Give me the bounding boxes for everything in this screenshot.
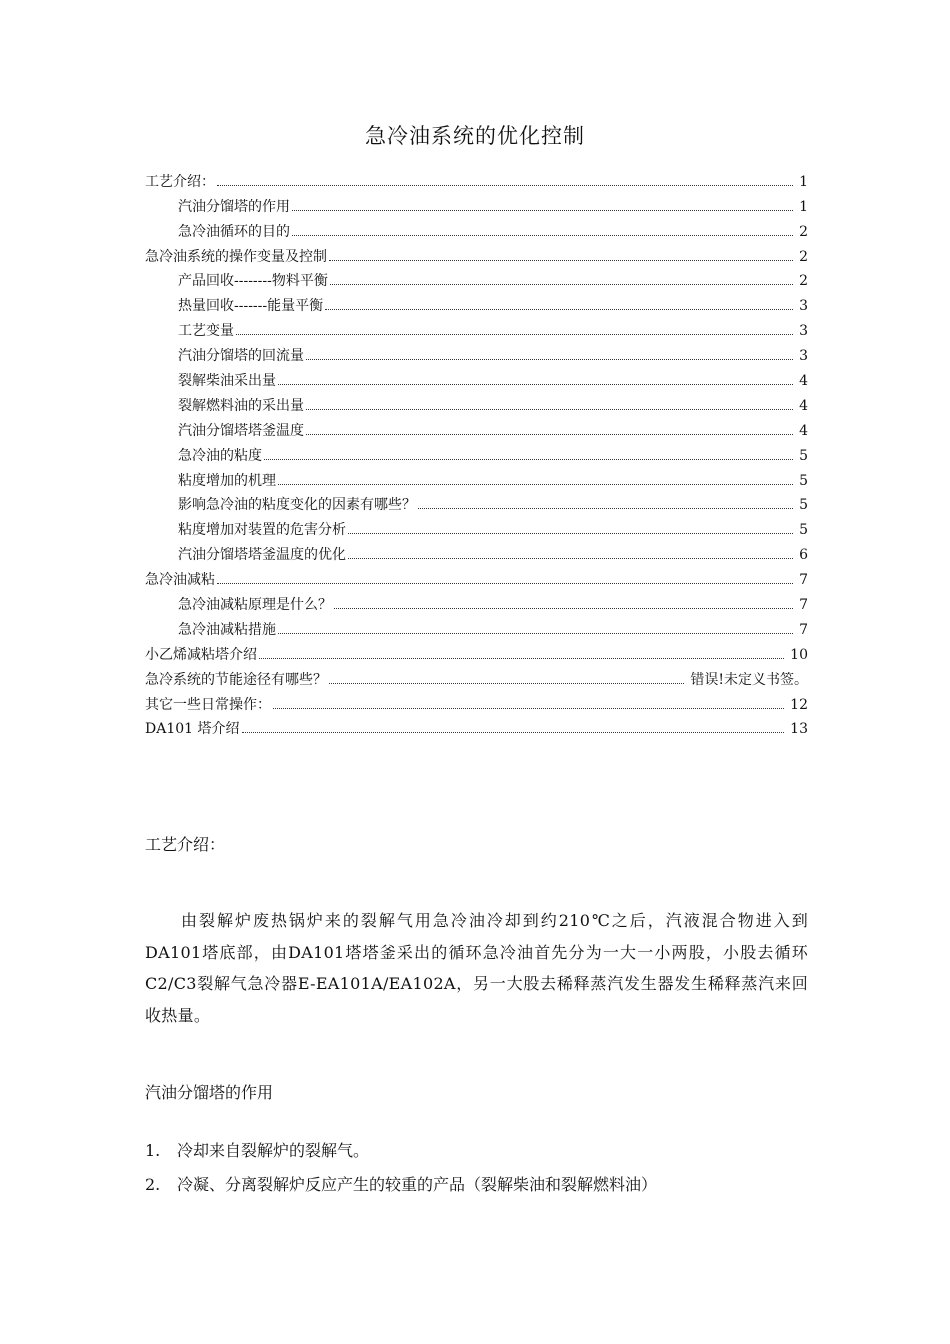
toc-entry-label: 裂解燃料油的采出量 bbox=[178, 397, 304, 414]
toc-leader-dots bbox=[236, 334, 793, 335]
toc-entry-page: 5 bbox=[799, 472, 808, 489]
table-of-contents bbox=[145, 166, 808, 738]
toc-leader-dots bbox=[217, 185, 793, 186]
list-item-number: 2. bbox=[145, 1175, 161, 1194]
toc-entry[interactable] bbox=[145, 614, 808, 639]
toc-entry-label: 汽油分馏塔的回流量 bbox=[178, 348, 304, 365]
toc-entry[interactable] bbox=[145, 564, 808, 589]
toc-leader-dots bbox=[292, 235, 793, 236]
section-heading-process-intro: 工艺介绍： bbox=[145, 835, 226, 854]
toc-leader-dots bbox=[242, 732, 785, 733]
toc-entry-page: 3 bbox=[799, 348, 808, 365]
toc-entry[interactable] bbox=[145, 290, 808, 315]
process-intro-paragraph: 由裂解炉废热锅炉来的裂解气用急冷油冷却到约210℃之后，汽液混合物进入到DA101塔底部，由DA101塔塔釜采出的循环急冷油首先分为一大一小两股，小股去循环C2/C3裂解气急冷器E-EA101A/EA102A，另一大股去稀释蒸汽发生器发生稀释蒸汽来回收热量。 bbox=[145, 911, 808, 1025]
toc-leader-dots bbox=[329, 683, 684, 684]
toc-entry-label: 急冷油减粘原理是什么？ bbox=[178, 597, 332, 614]
toc-entry-page: 7 bbox=[799, 621, 808, 638]
toc-entry-page: 7 bbox=[799, 597, 808, 614]
toc-entry[interactable] bbox=[145, 216, 808, 241]
toc-entry-label: 汽油分馏塔的作用 bbox=[178, 198, 290, 215]
toc-entry[interactable] bbox=[145, 340, 808, 365]
list-item bbox=[145, 1174, 808, 1208]
toc-leader-dots bbox=[217, 583, 793, 584]
toc-entry-label: 急冷系统的节能途径有哪些？ bbox=[145, 671, 327, 688]
toc-entry-label: 急冷油系统的操作变量及控制 bbox=[145, 248, 327, 265]
toc-entry[interactable] bbox=[145, 514, 808, 539]
toc-entry-page: 3 bbox=[799, 298, 808, 315]
toc-entry-page: 5 bbox=[799, 522, 808, 539]
toc-leader-dots bbox=[278, 484, 793, 485]
toc-entry-label: 粘度增加的机理 bbox=[178, 472, 276, 489]
toc-leader-dots bbox=[330, 284, 793, 285]
toc-entry-page: 4 bbox=[799, 373, 808, 390]
list-item-number: 1. bbox=[145, 1141, 161, 1160]
toc-entry[interactable] bbox=[145, 390, 808, 415]
toc-entry-label: 其它一些日常操作： bbox=[145, 696, 271, 713]
toc-leader-dots bbox=[273, 708, 784, 709]
toc-entry-page: 2 bbox=[799, 223, 808, 240]
toc-entry-page: 12 bbox=[790, 696, 808, 713]
toc-entry-label: 小乙烯减粘塔介绍 bbox=[145, 646, 257, 663]
toc-entry-page: 5 bbox=[799, 497, 808, 514]
toc-entry[interactable] bbox=[145, 490, 808, 515]
toc-entry-label: 急冷油减粘 bbox=[145, 572, 215, 589]
toc-leader-dots bbox=[306, 434, 793, 435]
toc-entry[interactable] bbox=[145, 415, 808, 440]
fractionator-role-list bbox=[145, 1140, 808, 1208]
toc-entry[interactable] bbox=[145, 589, 808, 614]
toc-entry-label: 工艺介绍： bbox=[145, 173, 215, 190]
toc-entry-label: 急冷油循环的目的 bbox=[178, 223, 290, 240]
toc-entry[interactable] bbox=[145, 315, 808, 340]
toc-entry-page: 1 bbox=[799, 173, 808, 190]
toc-entry-page: 2 bbox=[799, 273, 808, 290]
toc-leader-dots bbox=[334, 608, 793, 609]
toc-entry[interactable] bbox=[145, 639, 808, 664]
toc-entry[interactable] bbox=[145, 365, 808, 390]
toc-entry[interactable] bbox=[145, 191, 808, 216]
toc-entry-page: 错误!未定义书签。 bbox=[690, 671, 808, 688]
toc-entry-label: 裂解柴油采出量 bbox=[178, 373, 276, 390]
toc-entry[interactable] bbox=[145, 465, 808, 490]
toc-entry-page: 10 bbox=[790, 646, 808, 663]
toc-leader-dots bbox=[292, 210, 793, 211]
list-item bbox=[145, 1140, 808, 1174]
toc-entry-label: 热量回收-------能量平衡 bbox=[178, 298, 324, 315]
toc-entry[interactable] bbox=[145, 440, 808, 465]
toc-leader-dots bbox=[329, 260, 793, 261]
toc-entry-page: 3 bbox=[799, 323, 808, 340]
toc-entry-label: 急冷油减粘措施 bbox=[178, 621, 276, 638]
toc-entry-label: 影响急冷油的粘度变化的因素有哪些？ bbox=[178, 497, 416, 514]
toc-entry-label: 工艺变量 bbox=[178, 323, 234, 340]
toc-entry[interactable] bbox=[145, 664, 808, 689]
toc-entry-page: 7 bbox=[799, 572, 808, 589]
toc-leader-dots bbox=[348, 533, 793, 534]
toc-leader-dots bbox=[418, 508, 793, 509]
toc-entry-page: 4 bbox=[799, 422, 808, 439]
toc-entry-label: DA101 塔介绍 bbox=[145, 721, 240, 738]
document-title: 急冷油系统的优化控制 bbox=[365, 124, 585, 148]
list-item-text: 冷却来自裂解炉的裂解气。 bbox=[177, 1141, 370, 1160]
toc-entry-page: 5 bbox=[799, 447, 808, 464]
toc-leader-dots bbox=[325, 309, 793, 310]
toc-leader-dots bbox=[278, 633, 793, 634]
toc-entry-label: 产品回收--------物料平衡 bbox=[178, 273, 328, 290]
toc-entry-page: 1 bbox=[799, 198, 808, 215]
toc-leader-dots bbox=[306, 359, 793, 360]
toc-entry[interactable] bbox=[145, 714, 808, 739]
toc-entry-page: 13 bbox=[790, 721, 808, 738]
toc-entry-page: 2 bbox=[799, 248, 808, 265]
list-item-text: 冷凝、分离裂解炉反应产生的较重的产品（裂解柴油和裂解燃料油） bbox=[177, 1175, 658, 1194]
toc-entry-page: 6 bbox=[799, 547, 808, 564]
toc-entry-label: 粘度增加对装置的危害分析 bbox=[178, 522, 346, 539]
section-heading-gasoline-fractionator-role: 汽油分馏塔的作用 bbox=[145, 1083, 274, 1102]
toc-entry-label: 汽油分馏塔塔釜温度 bbox=[178, 422, 304, 439]
toc-entry-label: 汽油分馏塔塔釜温度的优化 bbox=[178, 547, 346, 564]
toc-entry-page: 4 bbox=[799, 397, 808, 414]
toc-entry[interactable] bbox=[145, 266, 808, 291]
toc-entry[interactable] bbox=[145, 689, 808, 714]
toc-leader-dots bbox=[306, 409, 793, 410]
toc-leader-dots bbox=[264, 459, 793, 460]
toc-entry[interactable] bbox=[145, 241, 808, 266]
toc-entry[interactable] bbox=[145, 166, 808, 191]
toc-leader-dots bbox=[259, 658, 784, 659]
toc-leader-dots bbox=[278, 384, 793, 385]
toc-entry-label: 急冷油的粘度 bbox=[178, 447, 262, 464]
toc-entry[interactable] bbox=[145, 539, 808, 564]
toc-leader-dots bbox=[348, 558, 793, 559]
